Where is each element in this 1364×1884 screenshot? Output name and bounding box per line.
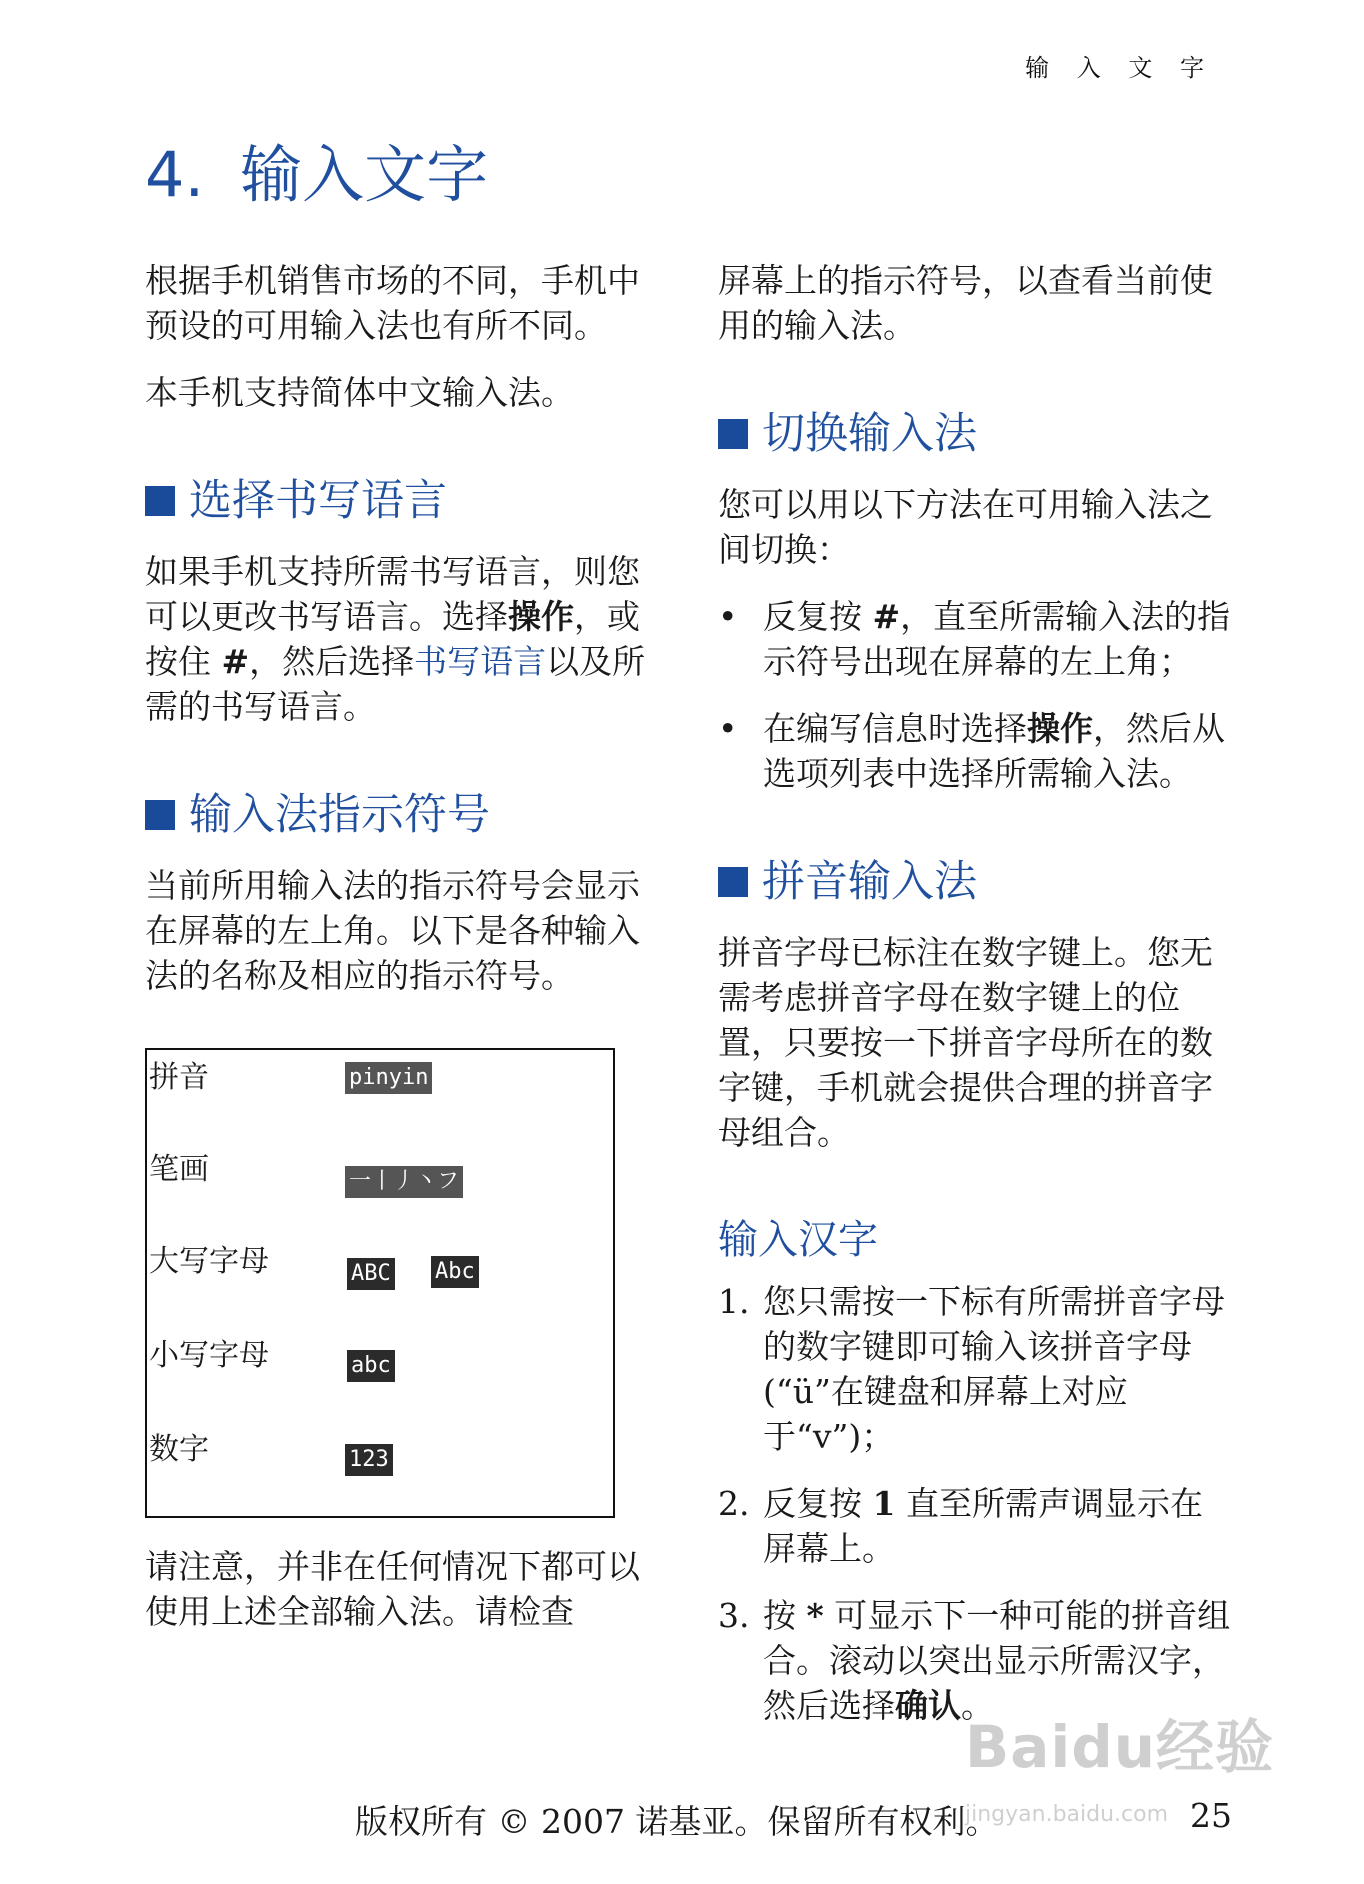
switch-input-paragraph: 您可以用以下方法在可用输入法之间切换： <box>718 485 1213 569</box>
intro-paragraph-1: 根据手机销售市场的不同，手机中预设的可用输入法也有所不同。 <box>145 261 640 345</box>
indicator-paragraph: 当前所用输入法的指示符号会显示在屏幕的左上角。以下是各种输入法的名称及相应的指示符号。 <box>145 866 640 995</box>
right-column <box>718 258 1233 1750</box>
intro-paragraph-2: 本手机支持简体中文输入法。 <box>145 373 574 412</box>
table-row <box>147 1236 613 1296</box>
list-item: • 在编写信息时选择操作，然后从选项列表中选择所需输入法。 <box>718 706 1233 796</box>
row-label: 笔画 <box>149 1152 209 1187</box>
note-paragraph: 请注意，并非在任何情况下都可以使用上述全部输入法。请检查 <box>145 1547 640 1631</box>
writing-language-paragraph: 如果手机支持所需书写语言，则您可以更改书写语言。选择操作，或按住 #，然后选择书写语言以及所需的书写语言。 <box>145 552 646 726</box>
pinyin-paragraph: 拼音字母已标注在数字键上。您无需考虑拼音字母在数字键上的位置，只要按一下拼音字母所在的数字键，手机就会提供合理的拼音字母组合。 <box>718 933 1213 1152</box>
section-heading-pinyin <box>718 854 1233 910</box>
section-heading-text: 选择书写语言 <box>189 476 447 526</box>
row-label: 数字 <box>149 1432 209 1467</box>
lowercase-indicator-badge: abc <box>347 1350 395 1382</box>
list-item: • 反复按 #，直至所需输入法的指示符号出现在屏幕的左上角； <box>718 594 1233 684</box>
sentence-case-indicator-badge: Abc <box>431 1256 479 1288</box>
subheading-enter-chinese: 输入汉字 <box>718 1217 878 1263</box>
list-item: 1. 您只需按一下标有所需拼音字母的数字键即可输入该拼音字母 (“ü”在键盘和屏幕上对应于“v”)； <box>718 1282 1225 1456</box>
chapter-title-text: 输入文字 <box>240 138 489 211</box>
section-heading-text: 拼音输入法 <box>762 857 977 907</box>
pinyin-indicator-badge: pinyin <box>345 1062 432 1094</box>
uppercase-indicator-badge: ABC <box>347 1258 395 1290</box>
writing-language-link: 书写语言 <box>414 642 547 681</box>
continued-paragraph: 屏幕上的指示符号，以查看当前使用的输入法。 <box>718 261 1213 345</box>
row-label: 拼音 <box>149 1060 209 1095</box>
watermark-url: jingyan.baidu.com <box>965 1802 1169 1827</box>
square-bullet-icon <box>718 419 748 449</box>
watermark-brand: Baidu经验 <box>965 1713 1275 1781</box>
table-row <box>147 1424 613 1484</box>
row-label: 小写字母 <box>149 1338 269 1373</box>
left-column <box>145 258 655 1656</box>
copyright-footer: 版权所有 © 2007 诺基亚。保留所有权利。 <box>355 1802 999 1841</box>
stroke-indicator-badge: 一丨丿丶フ <box>345 1166 463 1198</box>
number-indicator-badge: 123 <box>345 1444 393 1476</box>
section-heading-text: 输入法指示符号 <box>189 790 490 840</box>
list-item: 3. 按 * 可显示下一种可能的拼音组合。滚动以突出显示所需汉字，然后选择确认。 <box>718 1596 1231 1725</box>
enter-chinese-steps <box>718 1279 1233 1728</box>
square-bullet-icon <box>145 800 175 830</box>
list-item: 2. 反复按 1 直至所需声调显示在屏幕上。 <box>718 1484 1203 1568</box>
square-bullet-icon <box>718 867 748 897</box>
row-label: 大写字母 <box>149 1244 269 1279</box>
running-header: 输 入 文 字 <box>1025 54 1214 82</box>
indicator-table <box>145 1048 615 1518</box>
section-heading-indicator <box>145 787 655 843</box>
bullet-icon: • <box>718 597 738 636</box>
section-heading-writing-language <box>145 473 655 529</box>
square-bullet-icon <box>145 486 175 516</box>
chapter-number: 4. <box>145 138 205 211</box>
bullet-icon: • <box>718 709 738 748</box>
page-number: 25 <box>1190 1796 1232 1835</box>
section-heading-text: 切换输入法 <box>762 409 977 459</box>
table-row <box>147 1144 613 1204</box>
table-row <box>147 1052 613 1112</box>
section-heading-switch-input <box>718 406 1233 462</box>
table-row <box>147 1330 613 1390</box>
chapter-title <box>145 125 488 214</box>
switch-input-list <box>718 594 1233 796</box>
